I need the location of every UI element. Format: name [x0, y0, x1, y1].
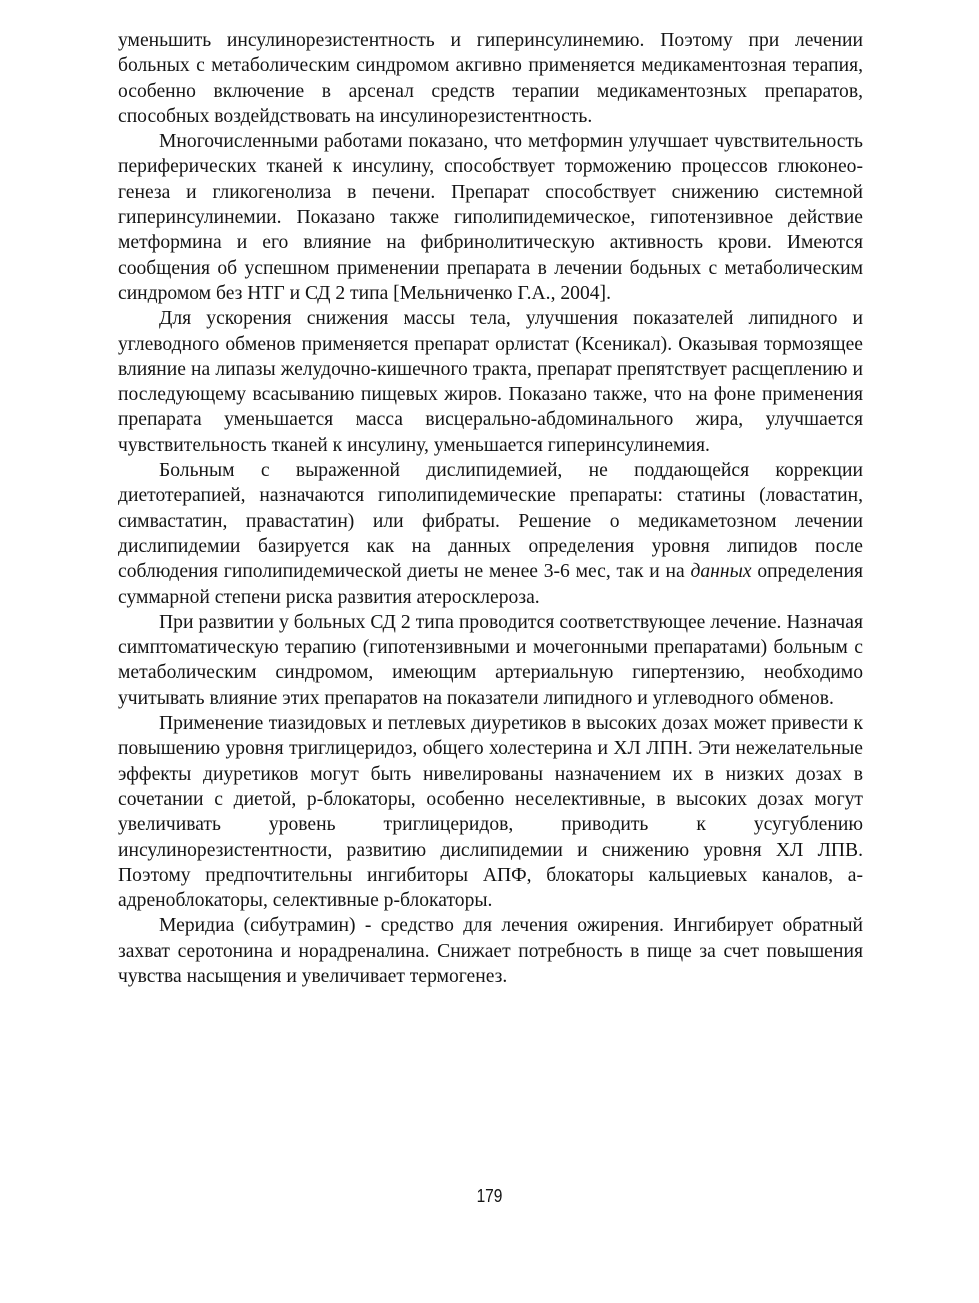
paragraph-dyslipidemia-part-1: Больным с выраженной дислипидемией, не поддающейся коррекции диетотерапией, назначаются гиполипидемические препараты: статины (ловастатин, симвастатин, правастатин) или фибраты. Решение о медикаметозном лечении дислипидемии базируется как на данных определения уровня липидов после соблюдения гиполипидемической диеты не менее 3-6 мес, так и на: [118, 460, 863, 583]
paragraph-diabetes-treatment: При развитии у больных СД 2 типа проводится соответствующее лечение. Назначая симптоматическую терапию (гипотензивными и мочегонными препаратами) больным с метаболическим синдромом, имеющим артериальную гипертензию, необходимо учитывать влияние этих препаратов на показатели липидного и углеводного обменов.: [118, 611, 863, 709]
paragraph-metformin: Многочисленными работами показано, что метформин улучшает чувствительность периферических тканей к инсулину, способствует торможению процессов глюконео-генеза и гликогенолиза в печени. Препарат способствует снижению системной гиперинсулинемии. Показано также гиполипидемическое, гипотензивное действие метформина и его влияние на фибринолитическую активность крови. Имеются сообщения об успешном применении препарата в лечении бодьных с метаболическим синдромом без НТГ и СД 2 типа [Мельниченко Г.А., 2004].: [118, 131, 863, 304]
body-text: [118, 28, 863, 989]
paragraph-dyslipidemia: [118, 458, 863, 610]
paragraph-diuretics: Применение тиазидовых и петлевых диуретиков в высоких дозах может привести к повышению уровня триглицеридоз, общего холестерина и ХЛ ЛПН. Эти нежелательные эффекты диуретиков могут быть нивелированы назначением их в низких дозах в сочетании с диетой, р-блокаторы, особенно неселективные, в высоких дозах могут увеличивать уровень триглицеридов, приводить к усугублению инсулинорезистентности, развитию дислипидемии и снижению уровня ХЛ ЛПВ. Поэтому предпочтительны ингибиторы АПФ, блокаторы кальциевых каналов, а-адреноблокаторы, селективные р-блокаторы.: [118, 713, 863, 912]
paragraph-continuation: уменьшить инсулинорезистентность и гиперинсулинемию. Поэтому при лечении больных с метаболическим синдромом акгивно применяется медикаментозная терапия, особенно включение в арсенал средств терапии медикаментозных препаратов, способных воздейдствовать на инсулинорезистентность.: [118, 30, 863, 127]
paragraph-dyslipidemia-part-2: определения суммарной степени риска развития атеросклероза.: [118, 561, 864, 608]
italic-word: данных: [690, 561, 752, 583]
page-number: 179: [476, 1186, 503, 1206]
paragraph-orlistat: Для ускорения снижения массы тела, улучшения показателей липидного и углеводного обменов применяется препарат орлистат (Ксеникал). Оказывая тормозящее влияние на липазы желудочно-кишечного тракта, препарат препятствует расщеплению и последующему всасыванию пищевых жиров. Показано также, что на фоне применения препарата уменьшается масса висцерально-абдоминального жира, улучшается чувствительность тканей к инсулину, уменьшается гиперинсулинемия.: [118, 308, 863, 456]
paragraph-sibutramine: Меридиа (сибутрамин) - средство для лечения ожирения. Ингибирует обратный захват серотонина и норадреналина. Снижает потребность в пище за счет повышения чувства насыщения и увеличивает термогенез.: [118, 915, 863, 987]
